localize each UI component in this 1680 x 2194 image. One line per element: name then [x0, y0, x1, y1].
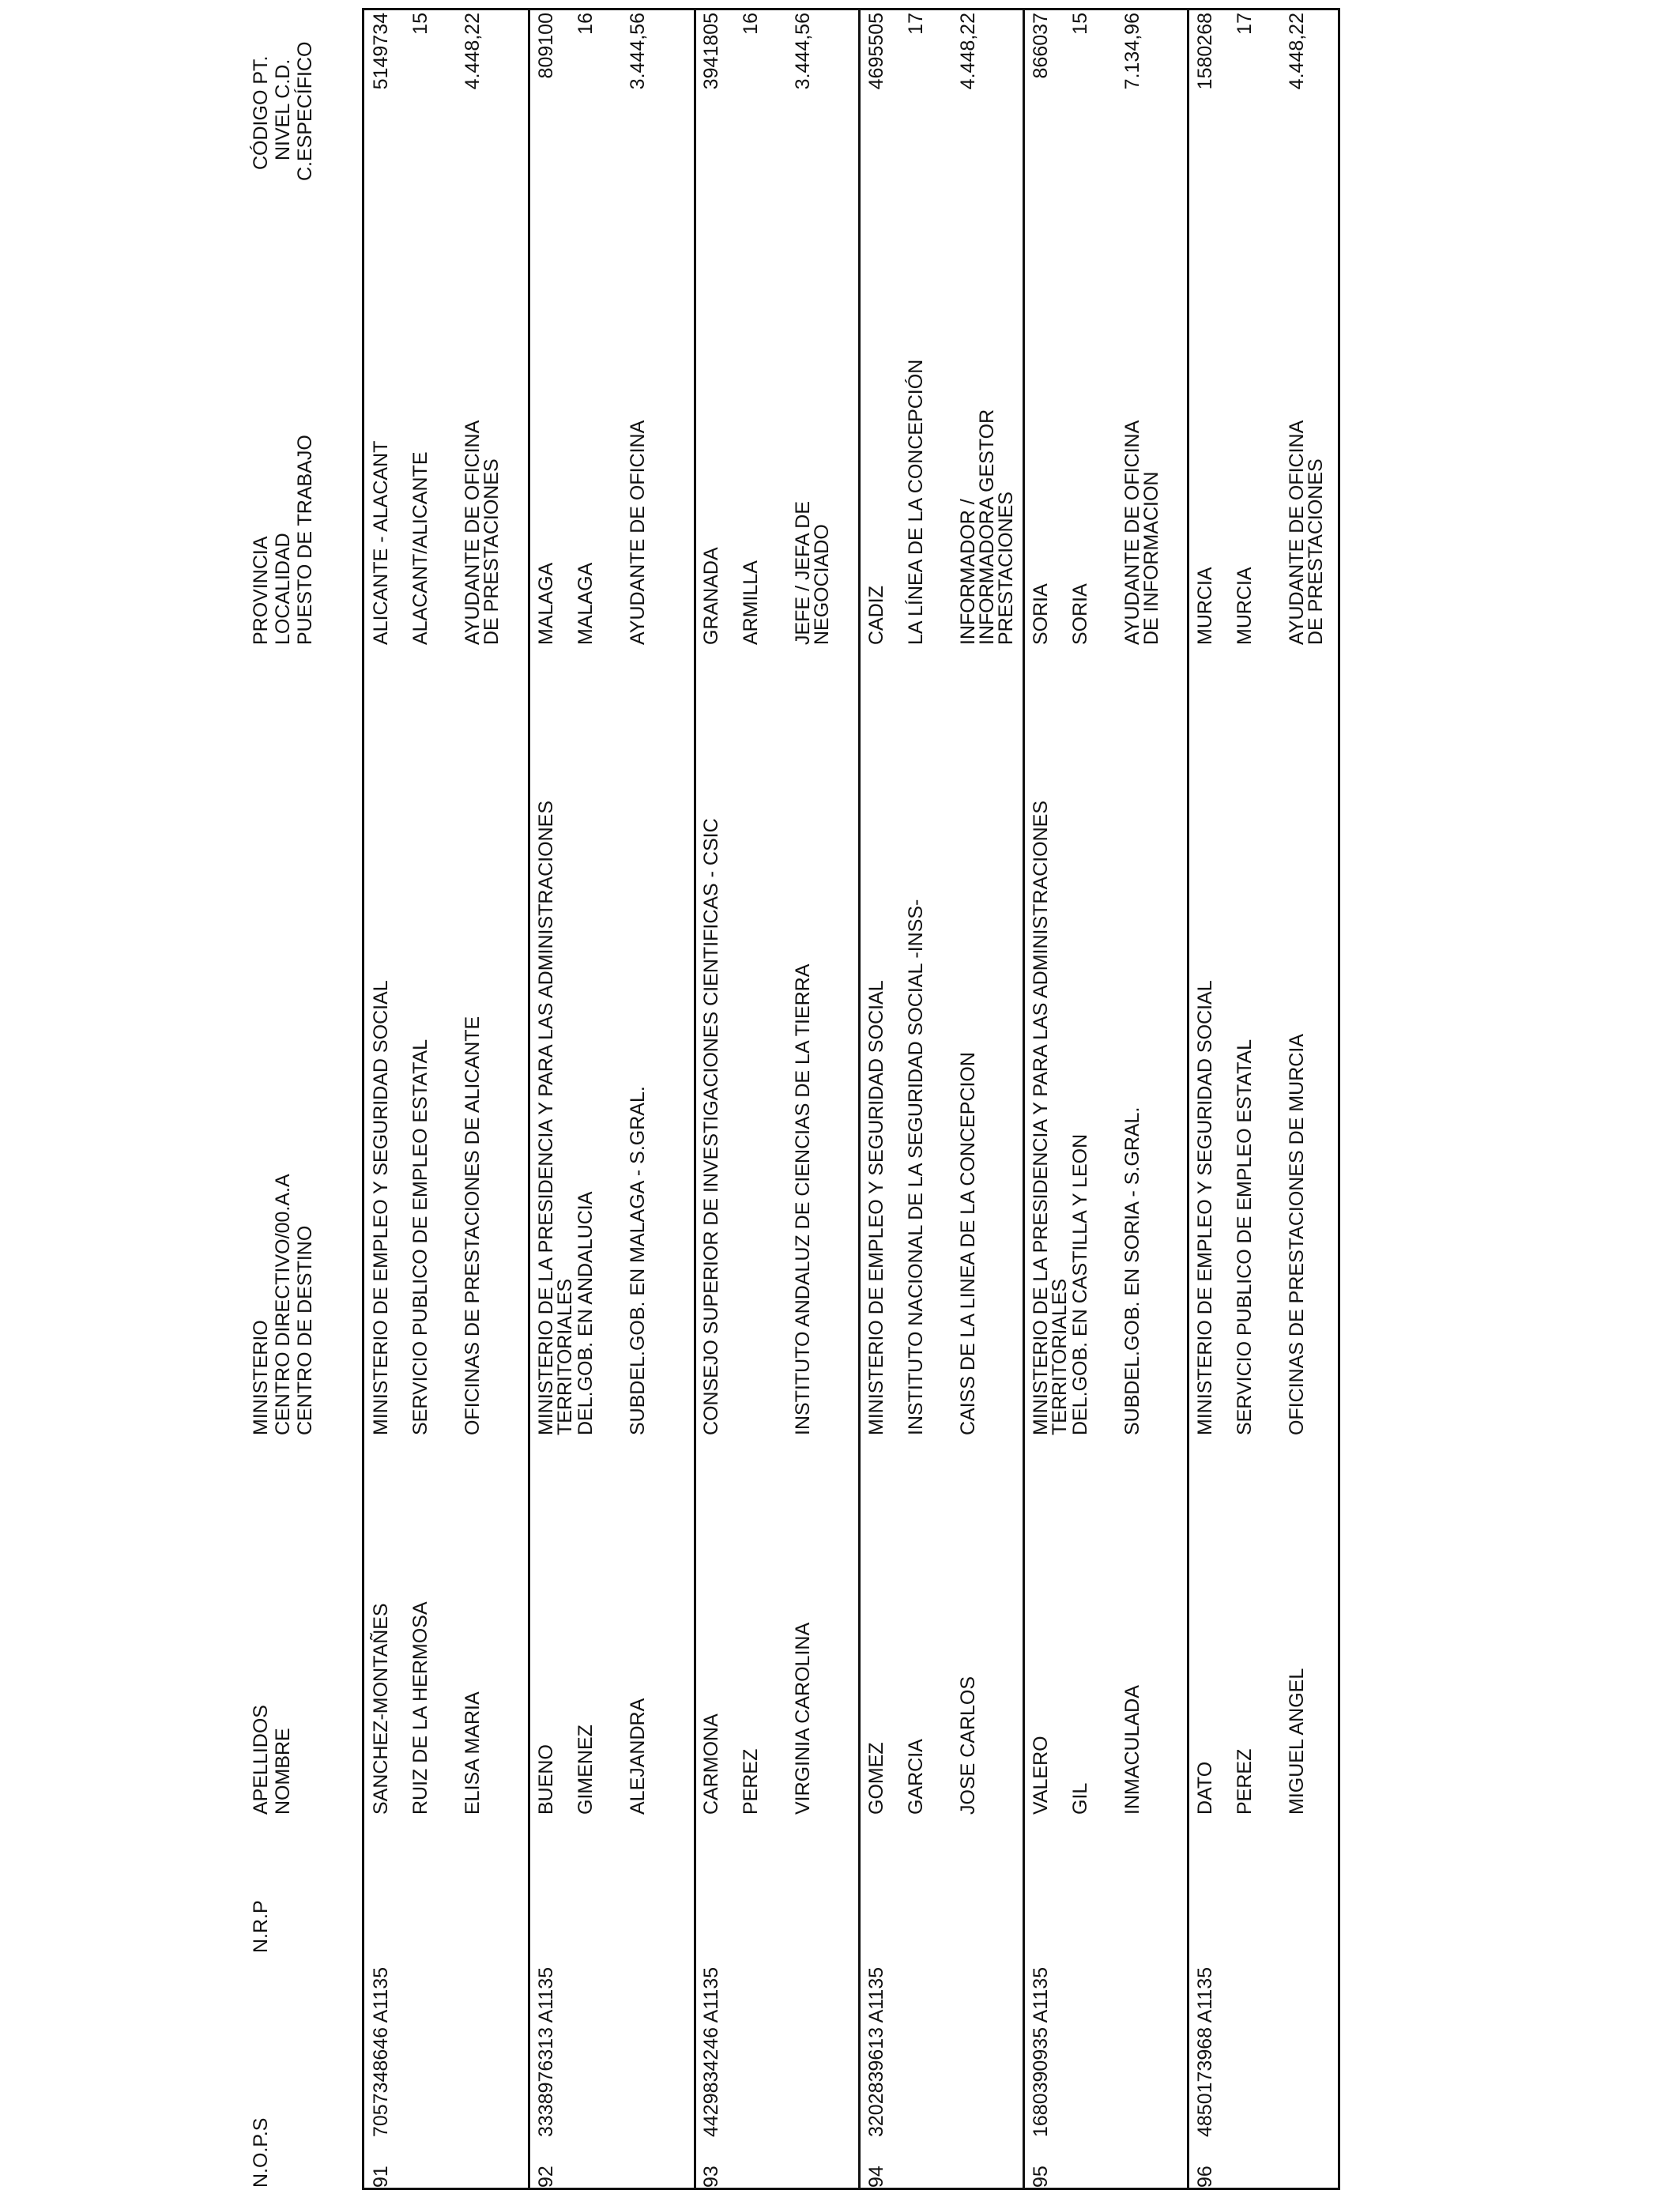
row-nivel-cd: 16 [574, 13, 597, 35]
row-localidad: ARMILLA [740, 560, 762, 645]
row-codigo-pt: 1580268 [1194, 13, 1216, 90]
row-apellido-1: CARMONA [700, 1713, 722, 1815]
row-separator [694, 8, 696, 2190]
row-ministerio: MINISTERIO DE EMPLEO Y SEGURIDAD SOCIAL [1194, 980, 1216, 1435]
row-apellido-2: RUIZ DE LA HERMOSA [409, 1601, 431, 1815]
row-nops: 94 [865, 2166, 887, 2188]
row-nombre: VIRGINIA CAROLINA [792, 1622, 814, 1815]
row-nrp: 3338976313 A1135 [535, 1966, 557, 2137]
row-nivel-cd: 15 [1069, 13, 1091, 35]
row-centro-destino: OFICINAS DE PRESTACIONES DE ALICANTE [461, 1016, 484, 1435]
row-nombre: ALEJANDRA [627, 1698, 649, 1815]
row-apellido-1: VALERO [1030, 1736, 1052, 1815]
row-apellido-1: SANCHEZ-MONTAÑES [370, 1603, 392, 1815]
row-nombre: JOSE CARLOS [957, 1676, 979, 1815]
row-c-especifico: 4.448,22 [1286, 13, 1308, 90]
row-nombre: INMACULADA [1121, 1685, 1143, 1815]
row-nivel-cd: 17 [1234, 13, 1256, 35]
row-localidad: LA LÍNEA DE LA CONCEPCIÓN [905, 359, 927, 645]
row-provincia: SORIA [1030, 583, 1052, 645]
row-localidad: MALAGA [574, 562, 597, 645]
row-localidad: ALACANT/ALICANTE [409, 451, 431, 645]
row-nrp: 7057348646 A1135 [370, 1966, 392, 2137]
row-centro-directivo: DEL.GOB. EN ANDALUCIA [574, 1191, 597, 1435]
row-nombre: ELISA MARIA [461, 1691, 484, 1815]
header-nivel-cd: NIVEL C.D. [272, 58, 294, 160]
row-codigo-pt: 3941805 [700, 13, 722, 90]
row-c-especifico: 7.134,96 [1121, 13, 1143, 90]
table-row [700, 0, 858, 2194]
row-centro-directivo: DEL.GOB. EN CASTILLA Y LEON [1069, 1133, 1091, 1435]
row-codigo-pt: 866037 [1030, 13, 1052, 79]
row-nops: 93 [700, 2166, 722, 2188]
row-apellido-1: GOMEZ [865, 1742, 887, 1815]
row-nivel-cd: 17 [905, 13, 927, 35]
row-codigo-pt: 809100 [535, 13, 557, 79]
row-nrp: 1680390935 A1135 [1030, 1966, 1052, 2137]
header-provincia: PROVINCIA [250, 536, 272, 645]
row-nops: 92 [535, 2166, 557, 2188]
row-ministerio: MINISTERIO DE EMPLEO Y SEGURIDAD SOCIAL [865, 980, 887, 1435]
row-nops: 91 [370, 2166, 392, 2188]
row-nops: 96 [1194, 2166, 1216, 2188]
row-centro-directivo: INSTITUTO NACIONAL DE LA SEGURIDAD SOCIAL -INSS- [905, 899, 927, 1435]
row-nops: 95 [1030, 2166, 1052, 2188]
row-centro-directivo: SERVICIO PUBLICO DE EMPLEO ESTATAL [409, 1039, 431, 1435]
row-apellido-2: PEREZ [1234, 1748, 1256, 1815]
row-puesto: AYUDANTE DE OFICINA DE INFORMACION [1121, 421, 1162, 645]
row-c-especifico: 4.448,22 [461, 13, 484, 90]
row-centro-destino: CAISS DE LA LINEA DE LA CONCEPCION [957, 1052, 979, 1435]
row-centro-destino: SUBDEL.GOB. EN SORIA - S.GRAL. [1121, 1106, 1143, 1435]
row-centro-directivo: SERVICIO PUBLICO DE EMPLEO ESTATAL [1234, 1039, 1256, 1435]
table-row [1194, 0, 1336, 2194]
row-centro-destino: SUBDEL.GOB. EN MALAGA - S.GRAL. [627, 1086, 649, 1435]
header-localidad: LOCALIDAD [272, 533, 294, 645]
row-provincia: MALAGA [535, 562, 557, 645]
row-puesto: AYUDANTE DE OFICINA DE PRESTACIONES [1286, 421, 1327, 645]
row-apellido-2: PEREZ [740, 1748, 762, 1815]
row-nivel-cd: 15 [409, 13, 431, 35]
row-c-especifico: 3.444,56 [792, 13, 814, 90]
row-codigo-pt: 4695505 [865, 13, 887, 90]
table-row [370, 0, 528, 2194]
row-centro-destino: OFICINAS DE PRESTACIONES DE MURCIA [1286, 1034, 1308, 1435]
header-ministerio: MINISTERIO [250, 1320, 272, 1435]
header-nrp: N.R.P [250, 1900, 272, 1953]
row-nivel-cd: 16 [740, 13, 762, 35]
row-ministerio: MINISTERIO DE LA PRESIDENCIA Y PARA LAS ADMINISTRACIONES TERRITORIALES [1030, 800, 1071, 1435]
table-row [535, 0, 693, 2194]
row-puesto: INFORMADOR / INFORMADORA GESTOR PRESTACIONES [957, 409, 1017, 645]
table-row [1030, 0, 1188, 2194]
row-separator [858, 8, 861, 2190]
row-provincia: MURCIA [1194, 567, 1216, 645]
row-apellido-1: DATO [1194, 1761, 1216, 1815]
row-ministerio: CONSEJO SUPERIOR DE INVESTIGACIONES CIENTIFICAS - CSIC [700, 818, 722, 1435]
row-apellido-2: GARCIA [905, 1739, 927, 1815]
row-localidad: SORIA [1069, 583, 1091, 645]
row-c-especifico: 3.444,56 [627, 13, 649, 90]
row-puesto: AYUDANTE DE OFICINA DE PRESTACIONES [461, 421, 503, 645]
header-codigo-pt: CÓDIGO PT. [250, 55, 272, 170]
row-nrp: 4850173968 A1135 [1194, 1966, 1216, 2137]
row-centro-destino: INSTITUTO ANDALUZ DE CIENCIAS DE LA TIERRA [792, 963, 814, 1435]
row-codigo-pt: 5149734 [370, 13, 392, 90]
row-localidad: MURCIA [1234, 567, 1256, 645]
header-c-especifico: C.ESPECÍFICO [294, 41, 316, 181]
header-centro-directivo: CENTRO DIRECTIVO/00.A.A [272, 1174, 294, 1435]
row-puesto: AYUDANTE DE OFICINA [627, 420, 649, 645]
header-nombre: NOMBRE [272, 1728, 294, 1815]
header-nops: N.O.P.S [250, 2117, 272, 2188]
row-ministerio: MINISTERIO DE EMPLEO Y SEGURIDAD SOCIAL [370, 980, 392, 1435]
row-nombre: MIGUEL ANGEL [1286, 1668, 1308, 1815]
row-puesto: JEFE / JEFA DE NEGOCIADO [792, 501, 833, 645]
table-row [865, 0, 1023, 2194]
row-provincia: CADIZ [865, 586, 887, 645]
header-apellidos: APELLIDOS [250, 1705, 272, 1815]
row-provincia: ALICANTE - ALACANT [370, 440, 392, 645]
row-apellido-2: GIMENEZ [574, 1725, 597, 1815]
row-separator [528, 8, 530, 2190]
row-nrp: 3202839613 A1135 [865, 1966, 887, 2137]
row-apellido-2: GIL [1069, 1782, 1091, 1815]
row-apellido-1: BUENO [535, 1744, 557, 1815]
row-nrp: 4429834246 A1135 [700, 1966, 722, 2137]
row-ministerio: MINISTERIO DE LA PRESIDENCIA Y PARA LAS ADMINISTRACIONES TERRITORIALES [535, 800, 576, 1435]
row-provincia: GRANADA [700, 547, 722, 645]
header-centro-destino: CENTRO DE DESTINO [294, 1225, 316, 1435]
header-puesto: PUESTO DE TRABAJO [294, 435, 316, 645]
row-c-especifico: 4.448,22 [957, 13, 979, 90]
